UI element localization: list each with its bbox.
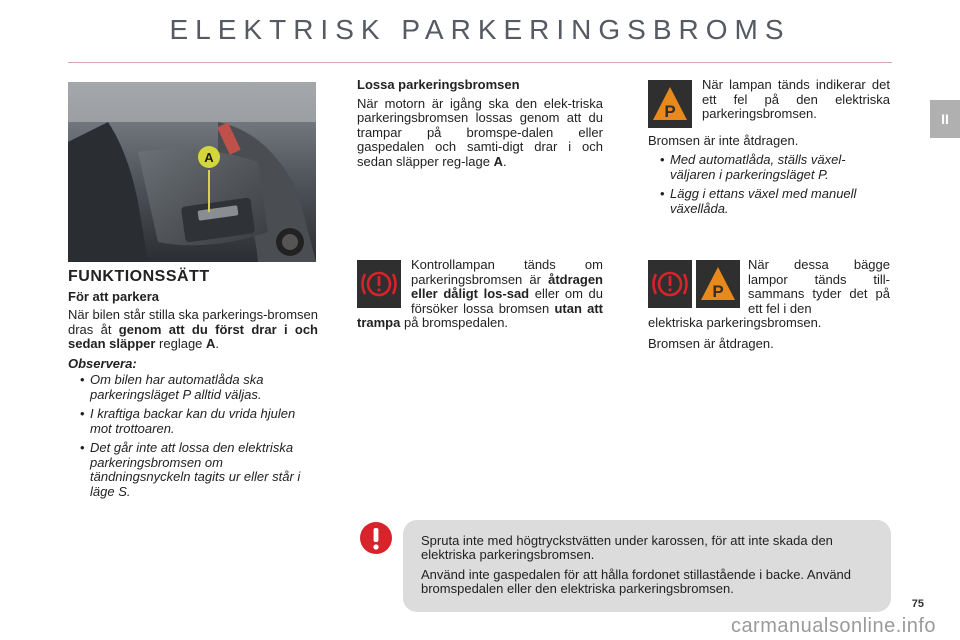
both-lights-section: [648, 258, 890, 351]
caution-box: [403, 520, 891, 612]
list-item: • Lägg i ettans växel med manuell växellåda.: [648, 187, 890, 216]
svg-text:P: P: [664, 102, 676, 121]
fault-text: När lampan tänds indikerar det ett fel på den elektriska parkeringsbromsen.: [702, 77, 890, 121]
list-item: • Om bilen har automatlåda ska parkeringsläget P alltid väljas.: [68, 373, 318, 402]
title-divider: [68, 62, 892, 63]
warning-text-c: eller om du försöker lossa bromsen: [411, 286, 603, 316]
svg-text:P: P: [712, 282, 724, 301]
release-text-c: .: [502, 153, 507, 169]
release-text-a: När motorn är igång ska den elek-triska parkeringsbromsen lossas genom att du trampar på bromspe-dalen eller gaspedalen och samti-digt drar i och sedan släpper reg-lage: [357, 95, 603, 169]
page-title: ELEKTRISK PARKERINGSBROMS: [169, 14, 791, 45]
list-item: • Med automatlåda, ställs växel-väljaren i parkeringsläget P.: [648, 153, 890, 182]
chapter-tab: II: [930, 100, 960, 138]
parking-text-b: genom att du först drar i och sedan släpper: [68, 321, 318, 351]
watermark: carmanualsonline.info: [730, 615, 936, 637]
list-item: • I kraftiga backar kan du vrida hjulen mot trottoaren.: [68, 407, 318, 436]
functions-heading: FUNKTIONSSÄTT: [68, 268, 210, 285]
parking-text-d: A: [206, 336, 216, 351]
parking-text-e: .: [215, 336, 220, 351]
warning-text-a: Kontrollampan tänds om parkeringsbromsen är: [411, 257, 603, 287]
release-heading: Lossa parkeringsbromsen: [357, 77, 520, 92]
parking-text-a: När bilen står stilla ska parkerings-bromsen dras åt: [68, 307, 318, 337]
callout-a: A: [198, 146, 220, 168]
caution-line-2: Använd inte gaspedalen för att hålla fordonet stillastående i backe. Använd bromspedalen eller den elektriska parkeringsbromsen.: [421, 567, 852, 596]
functions-section: [68, 270, 318, 504]
parking-brake-fault-icon: [648, 80, 692, 128]
release-paragraph: [357, 97, 603, 170]
parking-brake-fault-icon: [696, 260, 740, 308]
fault-light-section: [648, 78, 890, 221]
warning-light-section: [357, 258, 603, 331]
notes-list: [68, 373, 318, 499]
exclamation-caution-icon: [360, 522, 392, 554]
parking-paragraph: [68, 308, 318, 352]
brake-warning-icon: [648, 260, 692, 308]
warning-text-d: utan att trampa: [357, 300, 603, 330]
console-photo: [68, 82, 316, 262]
parking-text-c: reglage: [155, 336, 207, 351]
warning-text-b: åtdragen eller dåligt los-sad: [411, 271, 603, 301]
both-lights-text-a: När dessa bägge lampor tänds till-sammans tyder det på ett fel i den: [748, 257, 890, 316]
release-text-b: A: [493, 153, 503, 169]
both-lights-text-b: elektriska parkeringsbromsen.: [648, 315, 822, 330]
console-illustration: [68, 82, 316, 262]
warning-text-e: på bromspedalen.: [400, 315, 509, 330]
release-section: [357, 78, 603, 174]
fault-list: [648, 153, 890, 216]
note-label: Observera:: [68, 355, 137, 371]
list-item: • Det går inte att lossa den elektriska parkeringsbromsen om tändningsnyckeln tagits ur eller står i läge S.: [68, 441, 318, 499]
fault-status: Bromsen är inte åtdragen.: [648, 132, 799, 148]
brake-warning-icon: [357, 260, 401, 308]
caution-line-1: Spruta inte med högtryckstvätten under karossen, för att inte skada den elektriska parkeringsbromsen.: [421, 533, 833, 562]
callout-line: [208, 170, 210, 212]
both-lights-status: Bromsen är åtdragen.: [648, 335, 774, 351]
parking-subheading: För att parkera: [68, 288, 160, 304]
page-number: 75: [911, 598, 924, 610]
